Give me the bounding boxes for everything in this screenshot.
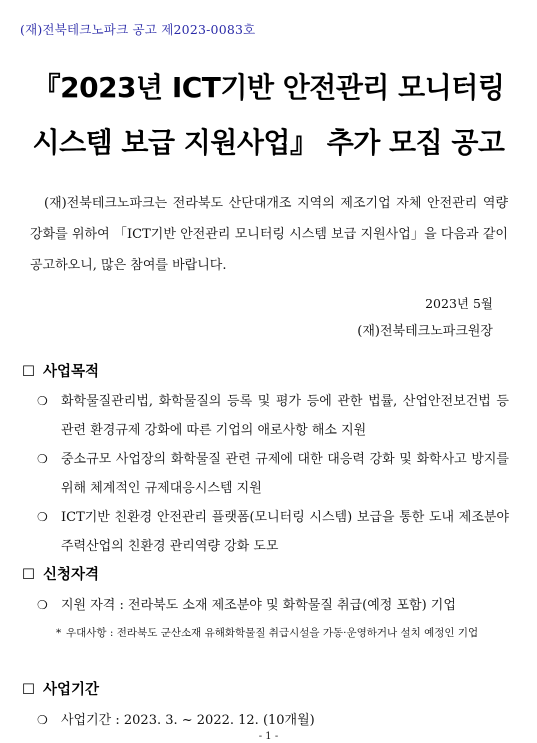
list-item-text: 사업기간 : 2023. 3. ~ 2022. 12. (10개월) <box>61 713 315 728</box>
note-text: 우대사항 : 전라북도 군산소재 유해화학물질 취급시설을 가동·운영하거나 설치 예정인 기업 <box>66 627 479 639</box>
list-item-text: 지원 자격 : 전라북도 소재 제조분야 및 화학물질 취급(예정 포함) 기업 <box>61 598 456 613</box>
section-title: 사업목적 <box>43 364 100 380</box>
list-item <box>37 503 509 561</box>
title-line-2: 시스템 보급 지원사업』 추가 모집 공고 <box>32 126 505 159</box>
list-item-text: 중소규모 사업장의 화학물질 관련 규제에 대한 대응력 강화 및 화학사고 방지를 위해 체계적인 규제대응시스템 지원 <box>61 452 509 496</box>
list-item <box>37 387 509 445</box>
checkbox-square-icon: ☐ <box>22 364 35 380</box>
list-item <box>37 445 509 503</box>
asterisk-icon: * <box>56 627 62 639</box>
section-period-heading <box>22 678 99 699</box>
title-line-1: 『2023년 ICT기반 안전관리 모니터링 <box>32 71 505 104</box>
issuer-name: (재)전북테크노파크원장 <box>357 324 493 339</box>
notice-number: (재)전북테크노파크 공고 제2023-0083호 <box>20 22 256 37</box>
list-item-text: 화학물질관리법, 화학물질의 등록 및 평가 등에 관한 법률, 산업안전보건법 등 관련 환경규제 강화에 따른 기업의 애로사항 해소 지원 <box>61 394 509 438</box>
list-item-text: ICT기반 친환경 안전관리 플랫폼(모니터링 시스템) 보급을 통한 도내 제조분야 주력산업의 친환경 관리역량 강화 도모 <box>61 510 509 554</box>
page-number: - 1 - <box>258 731 279 742</box>
section-title: 사업기간 <box>43 682 100 698</box>
section-eligibility-heading <box>22 563 99 584</box>
checkbox-square-icon: ☐ <box>22 567 35 583</box>
circle-bullet-icon: ❍ <box>37 510 48 524</box>
circle-bullet-icon: ❍ <box>37 394 48 408</box>
section-title: 신청자격 <box>43 567 100 583</box>
intro-paragraph: (재)전북테크노파크는 전라북도 산단대개조 지역의 제조기업 자체 안전관리 역량강화를 위하여 「ICT기반 안전관리 모니터링 시스템 보급 지원사업」을 다음과 같이 공고하오니, 많은 참여를 바랍니다. <box>30 196 508 273</box>
preference-note <box>56 623 508 644</box>
section-purpose-heading <box>22 360 99 381</box>
announcement-date: 2023년 5월 <box>425 296 493 311</box>
circle-bullet-icon: ❍ <box>37 452 48 466</box>
checkbox-square-icon: ☐ <box>22 682 35 698</box>
circle-bullet-icon: ❍ <box>37 598 48 612</box>
circle-bullet-icon: ❍ <box>37 713 48 727</box>
list-item <box>37 591 509 620</box>
